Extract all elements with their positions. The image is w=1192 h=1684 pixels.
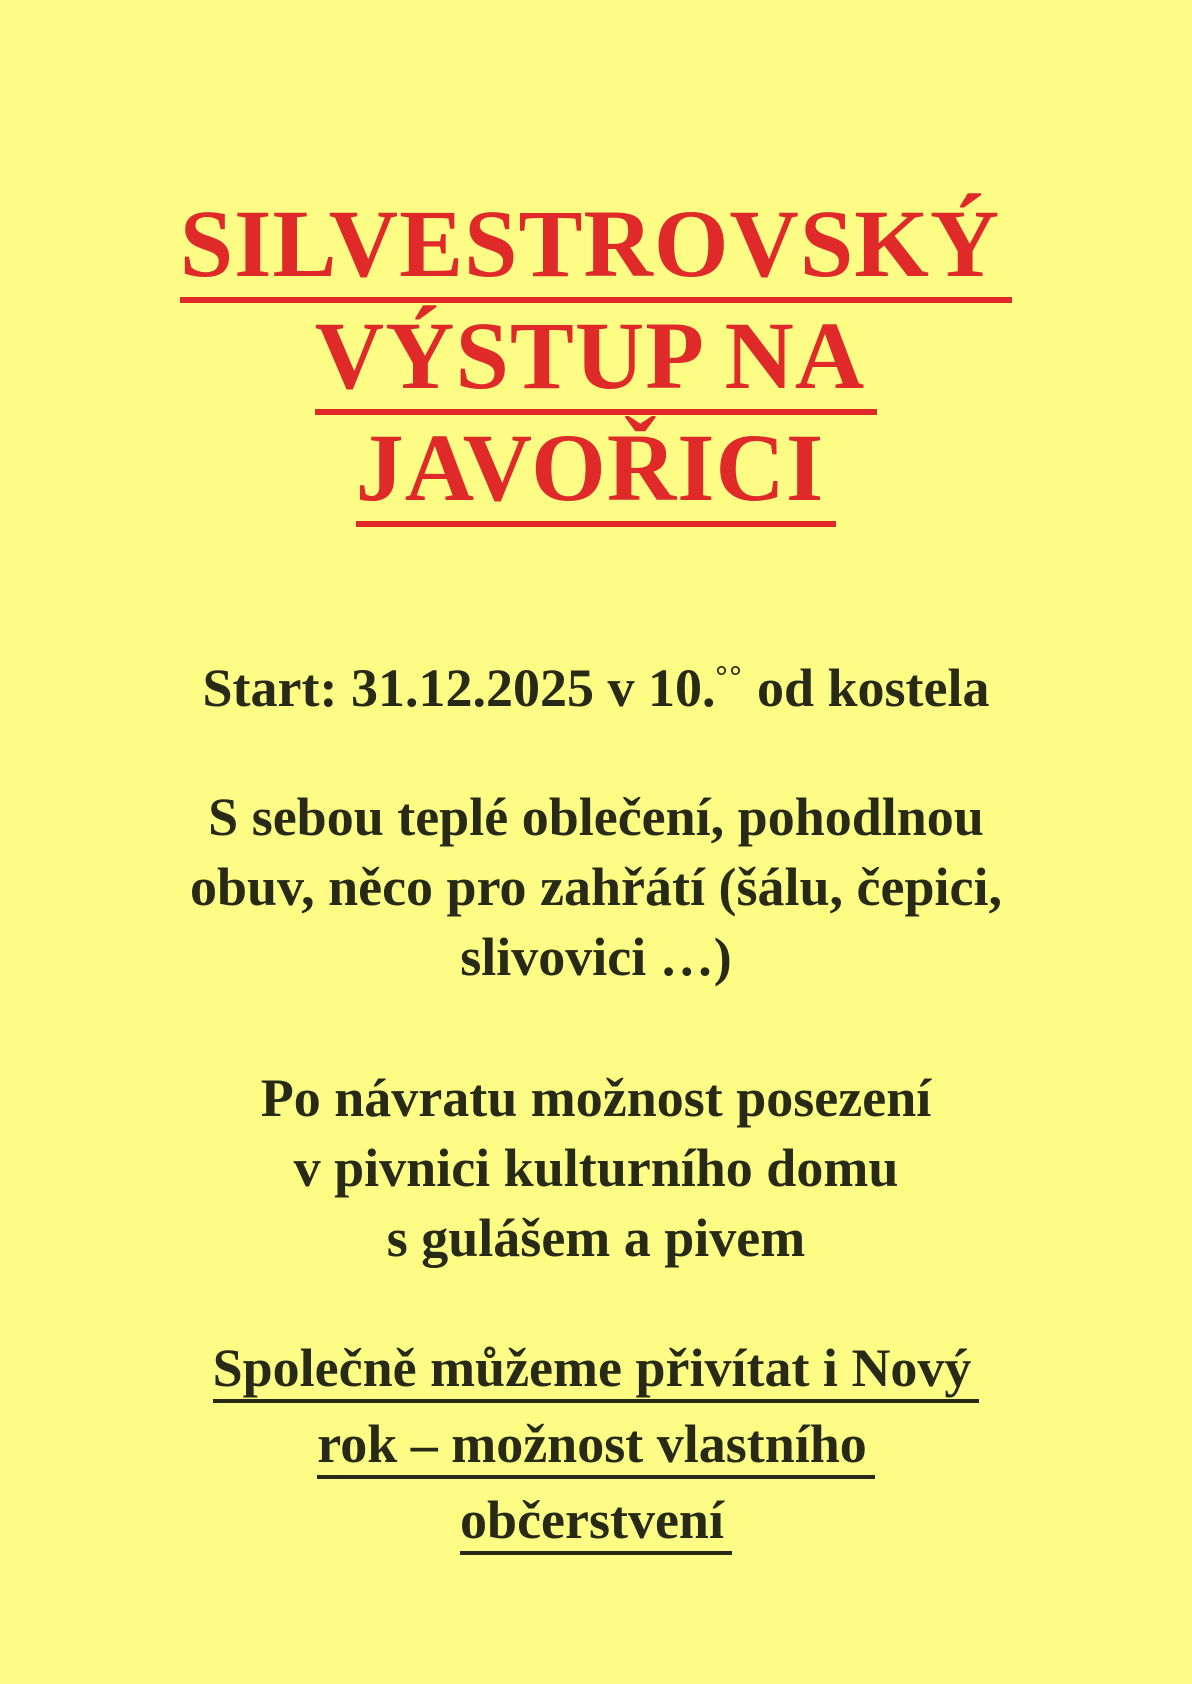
bring-line-1: S sebou teplé oblečení, pohodlnou <box>208 787 984 847</box>
start-place: od kostela <box>743 658 990 718</box>
after-return-paragraph <box>0 1063 1192 1273</box>
headline-line-1: SILVESTROVSKÝ <box>180 190 1012 303</box>
after-line-2: v pivnici kulturního domu <box>293 1138 899 1198</box>
together-line-2: rok – možnost vlastního <box>317 1413 875 1479</box>
start-info <box>0 642 1192 723</box>
start-hour-superscript: °° <box>715 660 744 693</box>
headline-line-3: JAVOŘICI <box>356 414 836 527</box>
bring-along-paragraph <box>0 782 1192 992</box>
bring-line-3: slivovici …) <box>460 927 732 987</box>
new-year-paragraph <box>0 1333 1192 1561</box>
together-line-1: Společně můžeme přivítat i Nový <box>213 1337 980 1403</box>
together-line-3: občerstvení <box>460 1489 732 1555</box>
after-line-3: s gulášem a pivem <box>386 1208 806 1268</box>
poster-headline <box>0 190 1192 526</box>
bring-line-2: obuv, něco pro zahřátí (šálu, čepici, <box>189 857 1002 917</box>
headline-line-2: VÝSTUP NA <box>315 302 877 415</box>
start-date-time: Start: 31.12.2025 v 10. <box>202 658 716 718</box>
after-line-1: Po návratu možnost posezení <box>260 1068 932 1128</box>
